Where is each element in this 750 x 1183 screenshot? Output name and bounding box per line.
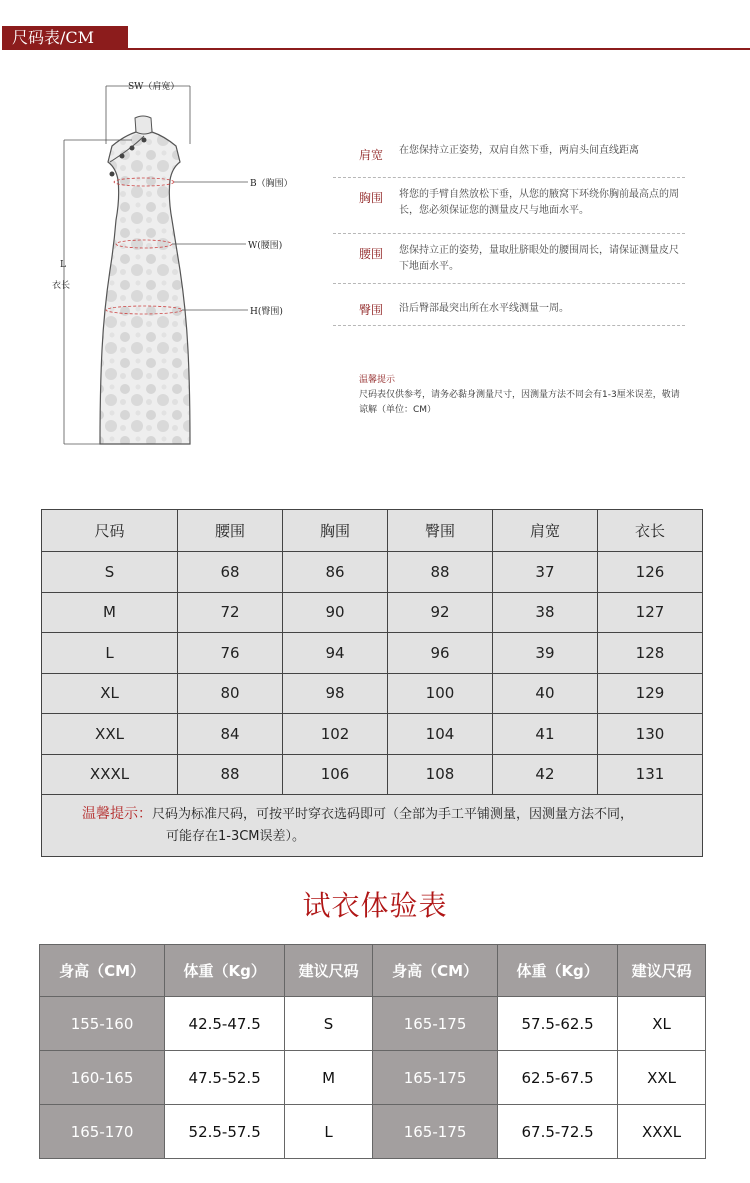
cell: 72 [178, 592, 283, 633]
header-cell: 身高（CM） [372, 945, 497, 997]
size-note-line2: 可能存在1-3CM误差）。 [166, 829, 306, 844]
header-cell: 建议尺码 [618, 945, 706, 997]
table-row [42, 754, 703, 795]
cell: 76 [178, 633, 283, 674]
table-row [42, 673, 703, 714]
instruction-row-shoulder [333, 134, 685, 178]
cell: 80 [178, 673, 283, 714]
cell: 37 [492, 552, 597, 593]
header-cell: 建议尺码 [285, 945, 373, 997]
cell: 129 [597, 673, 702, 714]
instruction-text: 沿后臀部最突出所在水平线测量一周。 [399, 303, 569, 314]
cell: 38 [492, 592, 597, 633]
dress-illustration [40, 70, 340, 460]
table-row [40, 1051, 706, 1105]
header-cell: 衣长 [597, 510, 702, 552]
cell: 127 [597, 592, 702, 633]
cell: 40 [492, 673, 597, 714]
table-row [42, 552, 703, 593]
cell: 88 [388, 552, 493, 593]
cell: 84 [178, 714, 283, 755]
l-label: L [60, 260, 66, 270]
cell: S [42, 552, 178, 593]
cell: 165-175 [372, 1051, 497, 1105]
cell: 165-175 [372, 997, 497, 1051]
header-cell: 臀围 [388, 510, 493, 552]
cell: 106 [283, 754, 388, 795]
cell: 92 [388, 592, 493, 633]
cell: 96 [388, 633, 493, 674]
cell: 108 [388, 754, 493, 795]
cell: 131 [597, 754, 702, 795]
cell: XXL [618, 1051, 706, 1105]
header-divider [128, 48, 750, 50]
size-note-label: 温馨提示： [82, 806, 152, 822]
header-cell: 胸围 [283, 510, 388, 552]
cell: 42 [492, 754, 597, 795]
cell: XXL [42, 714, 178, 755]
cell: 62.5-67.5 [498, 1051, 618, 1105]
l-text-label: 衣长 [52, 281, 71, 291]
cell: 128 [597, 633, 702, 674]
cell: L [42, 633, 178, 674]
cell: 42.5-47.5 [165, 997, 285, 1051]
cell: 155-160 [40, 997, 165, 1051]
cell: 90 [283, 592, 388, 633]
size-note [42, 795, 703, 857]
cell: 39 [492, 633, 597, 674]
cell: 52.5-57.5 [165, 1105, 285, 1159]
h-label: H(臀围) [250, 307, 283, 317]
header-cell: 体重（Kg） [165, 945, 285, 997]
cell: XXXL [618, 1105, 706, 1159]
instruction-row-bust [333, 178, 685, 234]
instruction-text: 将您的手臂自然放松下垂，从您的腋窝下环绕你胸前最高点的周长，您必须保证您的测量皮尺与地面水平。 [399, 189, 679, 216]
tips-title: 温馨提示 [359, 375, 396, 385]
cell: XL [42, 673, 178, 714]
cell: L [285, 1105, 373, 1159]
cell: 94 [283, 633, 388, 674]
cell: S [285, 997, 373, 1051]
cell: XXXL [42, 754, 178, 795]
dress-diagram [40, 70, 340, 460]
cell: 102 [283, 714, 388, 755]
cell: 165-170 [40, 1105, 165, 1159]
fit-table-header [40, 945, 706, 997]
section-title: 尺码表/CM [2, 26, 128, 50]
b-label: B（胸围） [250, 179, 293, 189]
size-note-row [42, 795, 703, 857]
instruction-row-hip [333, 284, 685, 326]
cell: 126 [597, 552, 702, 593]
header-cell: 肩宽 [492, 510, 597, 552]
header-cell: 体重（Kg） [498, 945, 618, 997]
cell: 88 [178, 754, 283, 795]
sw-label: SW（肩宽） [128, 82, 180, 92]
table-row [40, 997, 706, 1051]
instruction-key: 胸围 [359, 191, 384, 205]
instruction-key: 腰围 [359, 247, 384, 261]
cell: 98 [283, 673, 388, 714]
header-cell: 腰围 [178, 510, 283, 552]
table-row [42, 592, 703, 633]
instruction-row-waist [333, 234, 685, 284]
instruction-text: 您保持立正的姿势，量取肚脐眼处的腰围周长，请保证测量皮尺下地面水平。 [399, 245, 679, 272]
cell: 67.5-72.5 [498, 1105, 618, 1159]
instruction-key: 肩宽 [359, 148, 384, 162]
cell: XL [618, 997, 706, 1051]
size-table [41, 509, 703, 857]
section-header [0, 26, 750, 50]
w-label: W(腰围) [248, 241, 283, 251]
cell: M [42, 592, 178, 633]
cell: 160-165 [40, 1051, 165, 1105]
cell: 104 [388, 714, 493, 755]
cell: 68 [178, 552, 283, 593]
size-table-header [42, 510, 703, 552]
cell: 86 [283, 552, 388, 593]
header-cell: 尺码 [42, 510, 178, 552]
table-row [42, 633, 703, 674]
fit-table-title: 试衣体验表 [302, 889, 448, 922]
cell: M [285, 1051, 373, 1105]
tips-body: 尺码表仅供参考，请务必黏身测量尺寸，因测量方法不同会有1-3厘米误差，敬请谅解（单位：CM） [359, 390, 680, 415]
instruction-key: 臀围 [359, 303, 384, 317]
cell: 47.5-52.5 [165, 1051, 285, 1105]
cell: 57.5-62.5 [498, 997, 618, 1051]
cell: 130 [597, 714, 702, 755]
cell: 41 [492, 714, 597, 755]
instruction-text: 在您保持立正姿势，双肩自然下垂，两肩头间直线距离 [399, 145, 639, 156]
table-row [40, 1105, 706, 1159]
size-note-line1: 尺码为标准尺码，可按平时穿衣选码即可（全部为手工平铺测量，因测量方法不同， [152, 807, 634, 822]
header-cell: 身高（CM） [40, 945, 165, 997]
table-row [42, 714, 703, 755]
cell: 165-175 [372, 1105, 497, 1159]
fit-table [39, 944, 706, 1159]
cell: 100 [388, 673, 493, 714]
